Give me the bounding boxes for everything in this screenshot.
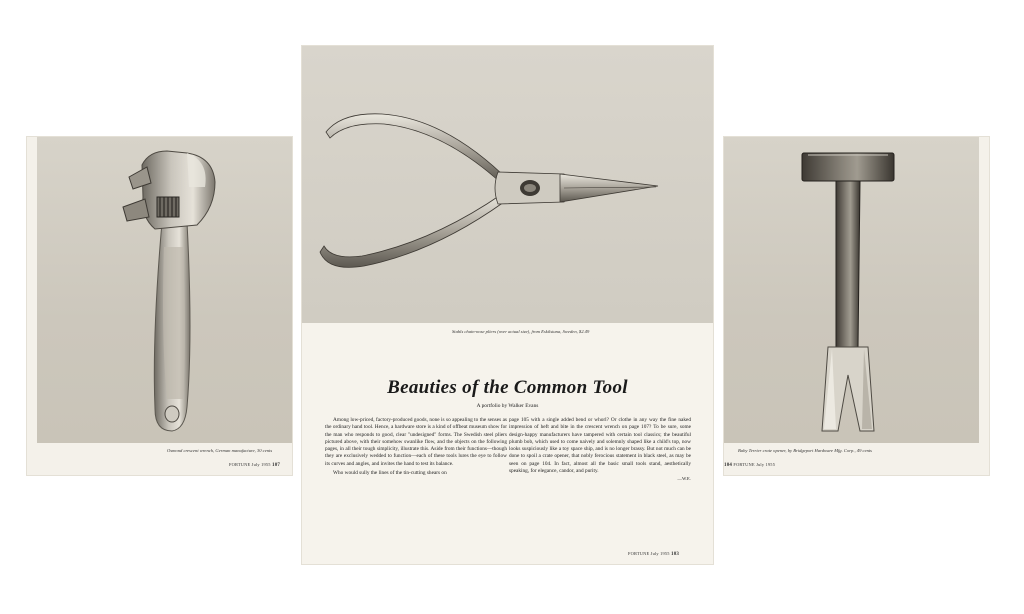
wrench-icon (37, 137, 292, 443)
right-page (724, 137, 989, 475)
pliers-caption: Stahls chain-nose pliers (over actual size), from Eskilstuna, Sweden, $2.49 (452, 329, 590, 334)
center-page (302, 46, 713, 564)
left-page-number: 107 (272, 463, 281, 468)
right-folio (724, 462, 775, 468)
right-page-number: 104 (724, 463, 733, 468)
right-folio-label: FORTUNE July 1955 (733, 462, 776, 467)
article-paragraph-3: page 105 with a single added bend or whorl? Or clothe in any way the fine naked impression of heft and bite in the crescent wrench on page 107? To be sure, some design-happy manufacturers have tampered with certain tool classics; the beautiful plumb bob, which used to come naively and solemnly shaped like a child's top, now looks suspiciously like a toy space ship, and is no longer brassy. But not much can be done to spoil a crate opener, that nobly ferocious statement in black steel, as may be seen on page 104. In fact, almost all the basic small tools stand, aesthetically speaking, for elegance, candor, and purity. (509, 417, 691, 475)
article-paragraph-1: Among low-priced, factory-produced goods, none is so appealing to the senses as the ordinary hand tool. Hence, a hardware store is a kind of offbeat museum show for the man who responds to good, clear "undesigned" forms. The Swedish steel pliers pictured above, with their somehow swanlike flow, and the objects on the following pages, in all their tough simplicity, illustrate this. Aside from their functions—though they are exclusively wedded to function—each of these tools lures the eye to follow its curves and angles, and invites the hand to test its balance. (325, 417, 507, 467)
article-column-left (325, 417, 507, 477)
crate-opener-photo (724, 137, 979, 443)
article-byline: A portfolio by Walker Evans (476, 403, 539, 409)
crate-opener-icon (724, 137, 979, 443)
crate-opener-caption: Baby Terrier crate opener, by Bridgeport Hardware Mfg. Corp., 49 cents (738, 448, 872, 453)
author-signature: —W.E. (677, 476, 691, 482)
left-page (27, 137, 292, 475)
center-page-number: 103 (671, 552, 680, 557)
center-folio (628, 551, 679, 557)
left-folio-label: FORTUNE July 1955 (229, 462, 271, 467)
pliers-photo (302, 46, 713, 323)
article-title: Beauties of the Common Tool (387, 377, 628, 398)
wrench-caption: Osmond crescent wrench, German manufacture, 30 cents (167, 448, 273, 453)
pliers-icon (302, 46, 713, 323)
article-paragraph-2: Who would sully the lines of the tin-cutting shears on (333, 470, 447, 477)
center-folio-label: FORTUNE July 1955 (628, 551, 670, 556)
wrench-photo (37, 137, 292, 443)
article-column-right (509, 417, 691, 483)
left-folio (229, 462, 280, 468)
